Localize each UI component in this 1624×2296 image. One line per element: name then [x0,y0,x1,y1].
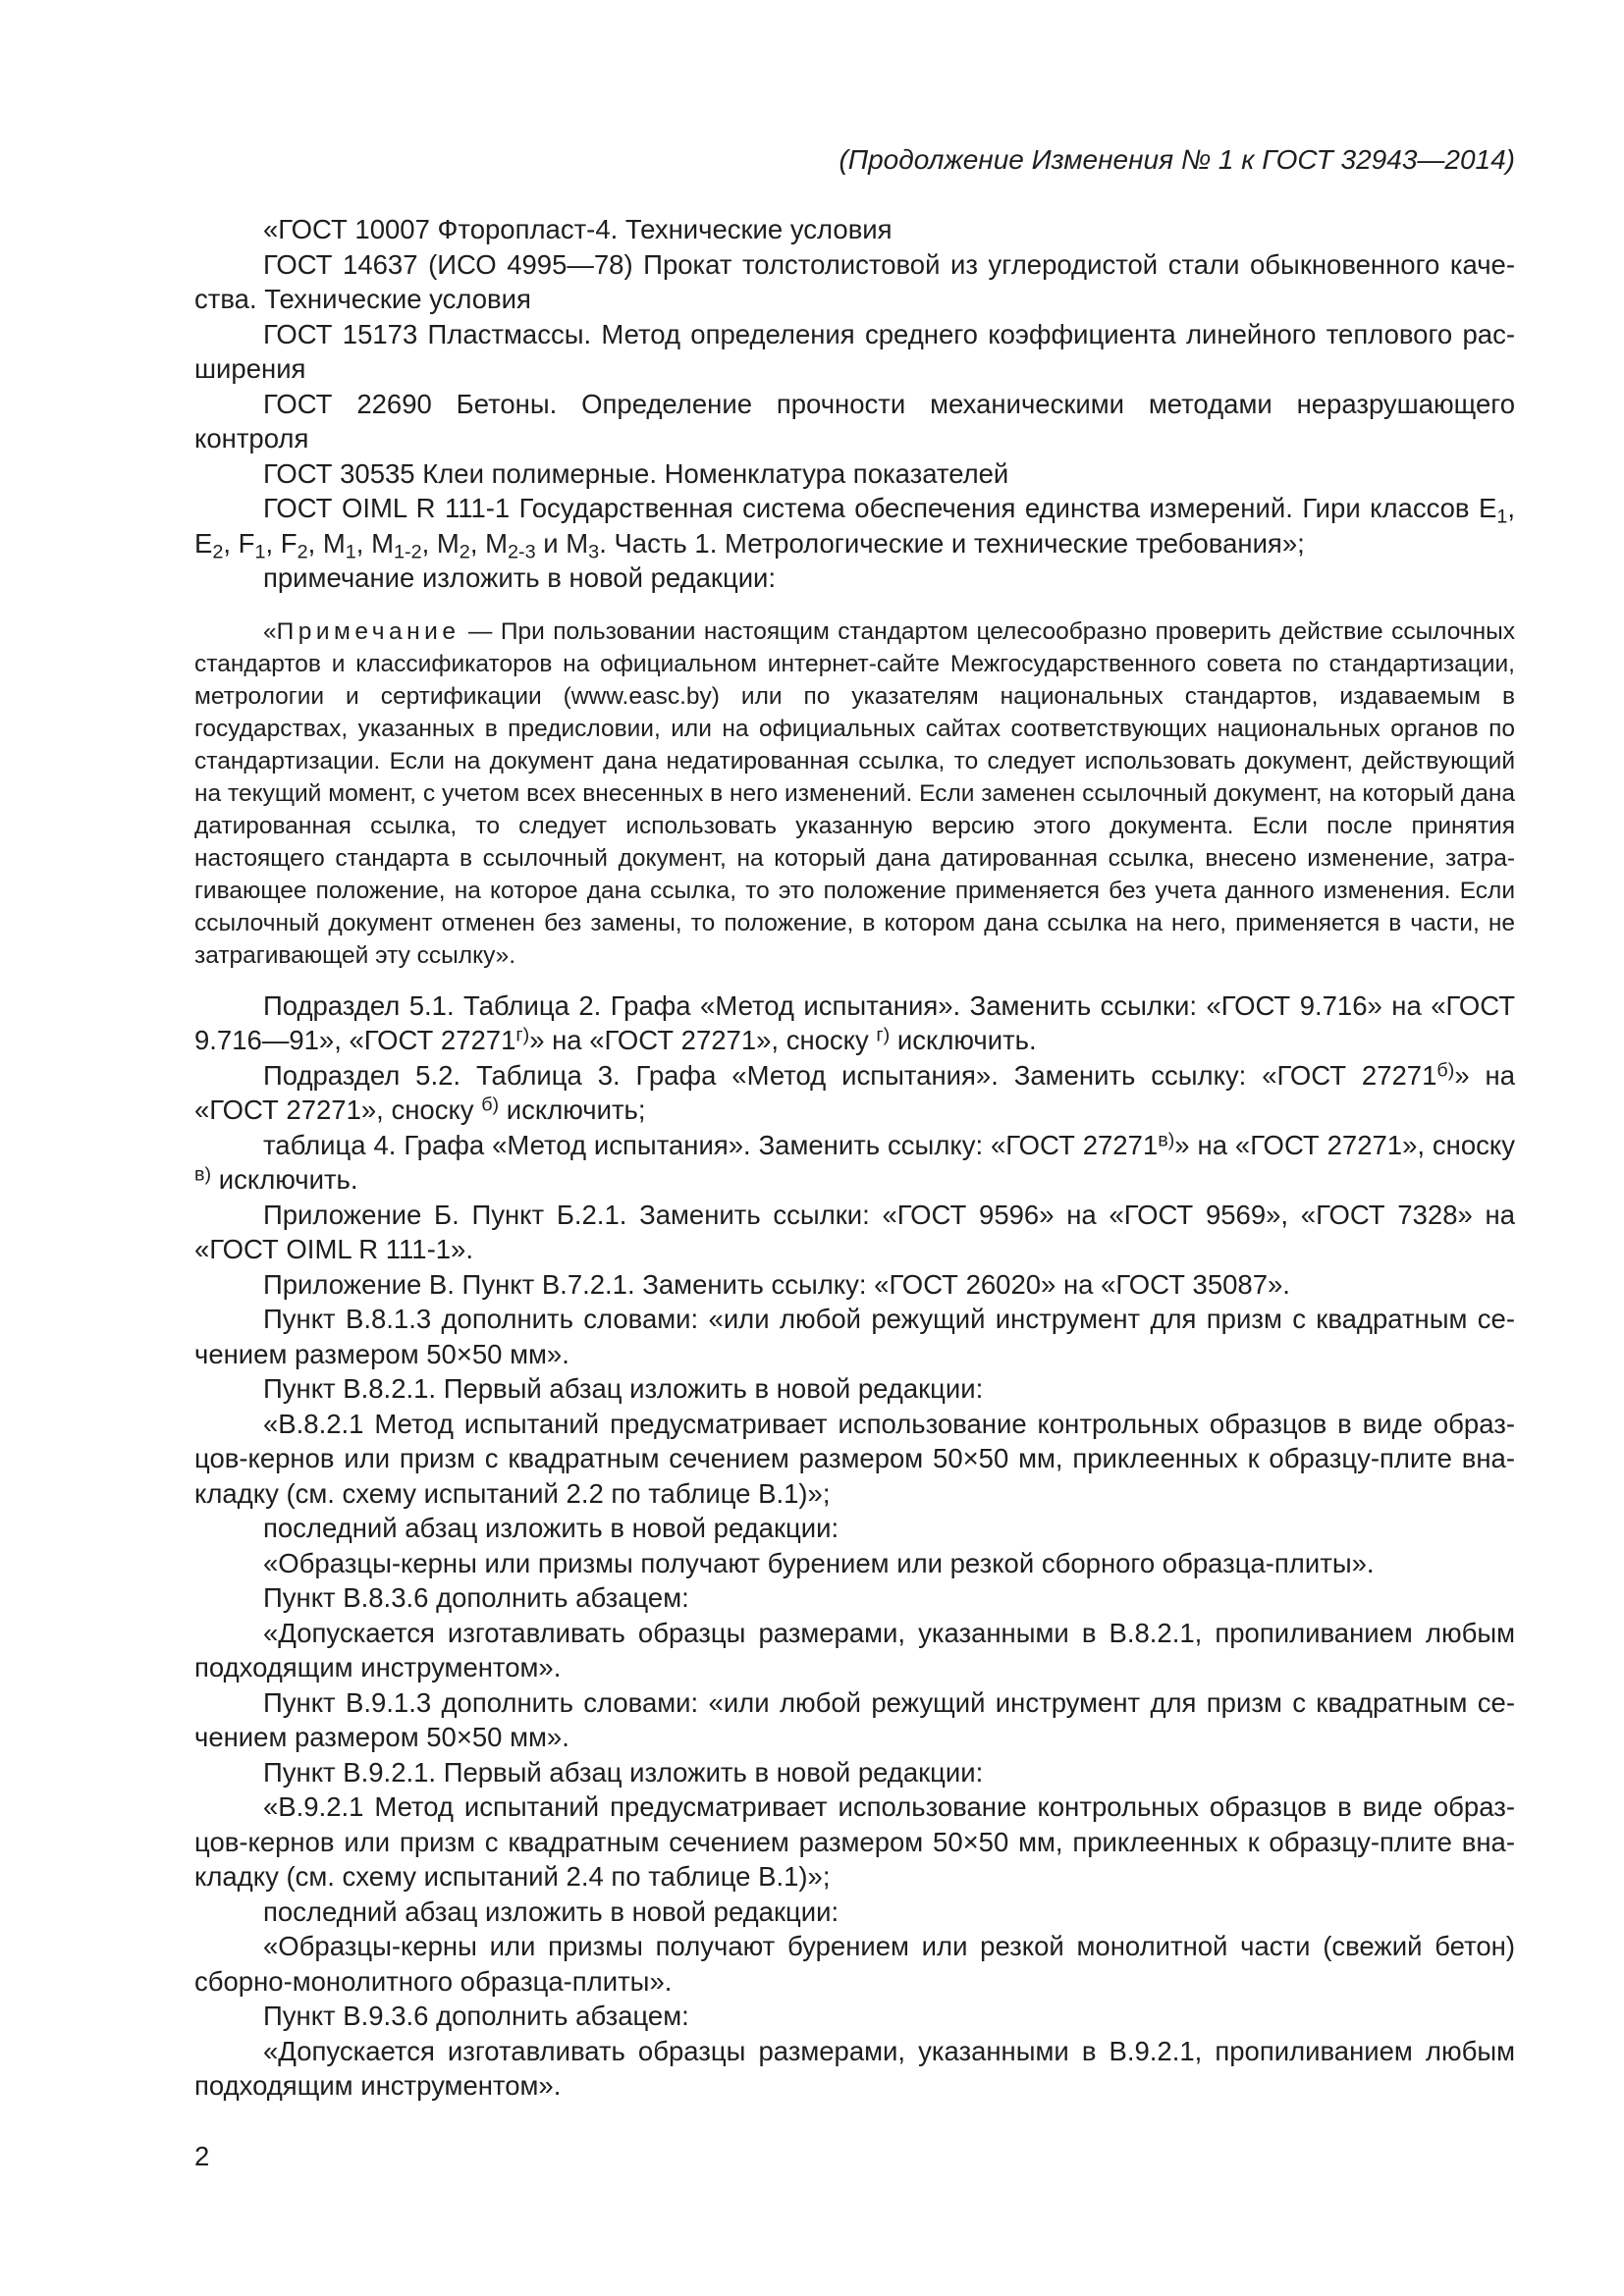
change-v-8-3-6-text: «Допускается изготавливать образцы размерами, указанными в В.8.2.1, пропиливанием любым подходящим инструментом». [194,1617,1515,1682]
change-v-9-2-1-last-text: «Образцы-керны или призмы получают бурением или резкой монолитной части (свежий бетон) сборно-монолитного образца-плиты». [194,1931,1515,1997]
note-block [194,615,1515,972]
change-v-8-3-6-intro: Пункт В.8.3.6 дополнить абзацем: [263,1582,689,1613]
ref-gost-30535: ГОСТ 30535 Клеи полимерные. Номенклатура показателей [263,457,1009,489]
change-v-8-1-3: Пункт В.8.1.3 дополнить словами: «или любой режущий инструмент для призм с квадратным сечением размером 50×50 мм». [194,1304,1515,1369]
change-v-9-2-1-intro: Пункт В.9.2.1. Первый абзац изложить в новой редакции: [263,1756,984,1788]
ref-gost-15173: ГОСТ 15173 Пластмассы. Метод определения среднего коэффициента линейного теплового расширения [194,318,1515,384]
ref-gost-14637: ГОСТ 14637 (ИСО 4995—78) Прокат толстолистовой из углеродистой стали обыкновенного качества. Технические условия [194,248,1515,314]
note-label: Примечание [276,617,460,645]
change-v-8-2-1-text: «В.8.2.1 Метод испытаний предусматривает использование контрольных образцов в виде образцов-кернов или призм с квадратным сечением размером 50×50 мм, приклеенных к образцу-плите внакладку (см. схему испытаний 2.2 по таблице В.1)»; [194,1408,1515,1509]
change-table-4: таблица 4. Графа «Метод испытания». Заменить ссылку: «ГОСТ $27271^{в)}$» на «ГОСТ 27271», сноску $^{в)}$ исключить. [194,1129,1515,1195]
ref-gost-oiml: ГОСТ OIML R 111-1 Государственная система обеспечения единства измерений. Гири классов $E_1$, $E_2$, $F_1$, $F_2$, $M_1$, $M_{1-2}$, $M_2$, $M_{2-3}$ и $M_3$. Часть 1. Метрологические и технические требования»; [194,493,1515,563]
change-v-9-3-6-text: «Допускается изготавливать образцы размерами, указанными в В.9.2.1, пропиливанием любым подходящим инструментом». [194,2035,1515,2101]
document-page [194,0,1515,2296]
change-v-8-2-1-last-text: «Образцы-керны или призмы получают бурением или резкой сборного образца-плиты». [263,1547,1375,1578]
change-v-9-2-1-text: «В.9.2.1 Метод испытаний предусматривает использование контрольных образцов в виде образцов-кернов или призм с квадратным сечением размером 50×50 мм, приклеенных к образцу-плите внакладку (см. схему испытаний 2.4 по таблице В.1)»; [194,1791,1515,1892]
change-v-8-2-1-last-intro: последний абзац изложить в новой редакции: [263,1513,839,1543]
document-body [194,212,1515,2104]
change-v-9-1-3: Пункт В.9.1.3 дополнить словами: «или любой режущий инструмент для призм с квадратным сечением размером 50×50 мм». [194,1686,1515,1752]
change-subsection-5-2: Подраздел 5.2. Таблица 3. Графа «Метод испытания». Заменить ссылку: «ГОСТ $27271^{б)}$» на «ГОСТ 27271», сноску $^{б)}$ исключить; [194,1059,1516,1125]
note-paragraph: «Примечание — При пользовании настоящим стандартом целесообразно проверить действие ссылочных стандартов и классификаторов на официальном интернет-сайте Межгосударственного совета по стандартизации, метрологии и сертификации (www.easc.by) или по указателям национальных стандартов, издаваемым в государствах, указанных в предисловии, или на официальных сайтах соответствующих национальных органов по стандартизации. Если на документ дана недатированная ссылка, то следует использовать документ, действующий на текущий момент, с учетом всех внесенных в него изменений. Если заменен ссылочный документ, на который дана датированная ссылка, то следует использовать указанную версию этого документа. Если после принятия настоящего стандарта в ссылочный документ, на который дана датированная ссылка, внесено изменение, затрагивающее положение, на которое дана ссылка, то это положение применяется без учета данного изменения. Если ссылочный документ отменен без замены, то положение, в котором дана ссылка на него, применяется в части, не затрагивающей эту ссылку». [194,617,1515,969]
change-v-8-2-1-intro: Пункт В.8.2.1. Первый абзац изложить в новой редакции: [263,1373,984,1404]
page-number: 2 [194,2141,210,2171]
change-appendix-v: Приложение В. Пункт В.7.2.1. Заменить ссылку: «ГОСТ 26020» на «ГОСТ 35087». [263,1268,1290,1300]
ref-gost-22690: ГОСТ 22690 Бетоны. Определение прочности механическими методами неразрушающего контроля [194,388,1515,454]
change-v-9-3-6-intro: Пункт В.9.3.6 дополнить абзацем: [263,2001,689,2031]
change-appendix-b: Приложение Б. Пункт Б.2.1. Заменить ссылки: «ГОСТ 9596» на «ГОСТ 9569», «ГОСТ 7328» на «ГОСТ OIML R 111-1». [194,1199,1515,1264]
running-header: (Продолжение Изменения № 1 к ГОСТ 32943—2014) [839,144,1515,175]
change-subsection-5-1: Подраздел 5.1. Таблица 2. Графа «Метод испытания». Заменить ссылки: «ГОСТ 9.716» на «ГОСТ 9.716—91», «ГОСТ $27271^{г)}$» на «ГОСТ 27271», сноску $^{г)}$ исключить. [194,989,1515,1055]
ref-gost-10007: «ГОСТ 10007 Фторопласт-4. Технические условия [263,214,893,244]
change-v-9-2-1-last-intro: последний абзац изложить в новой редакции: [263,1896,839,1927]
note-instruction: примечание изложить в новой редакции: [263,562,777,593]
